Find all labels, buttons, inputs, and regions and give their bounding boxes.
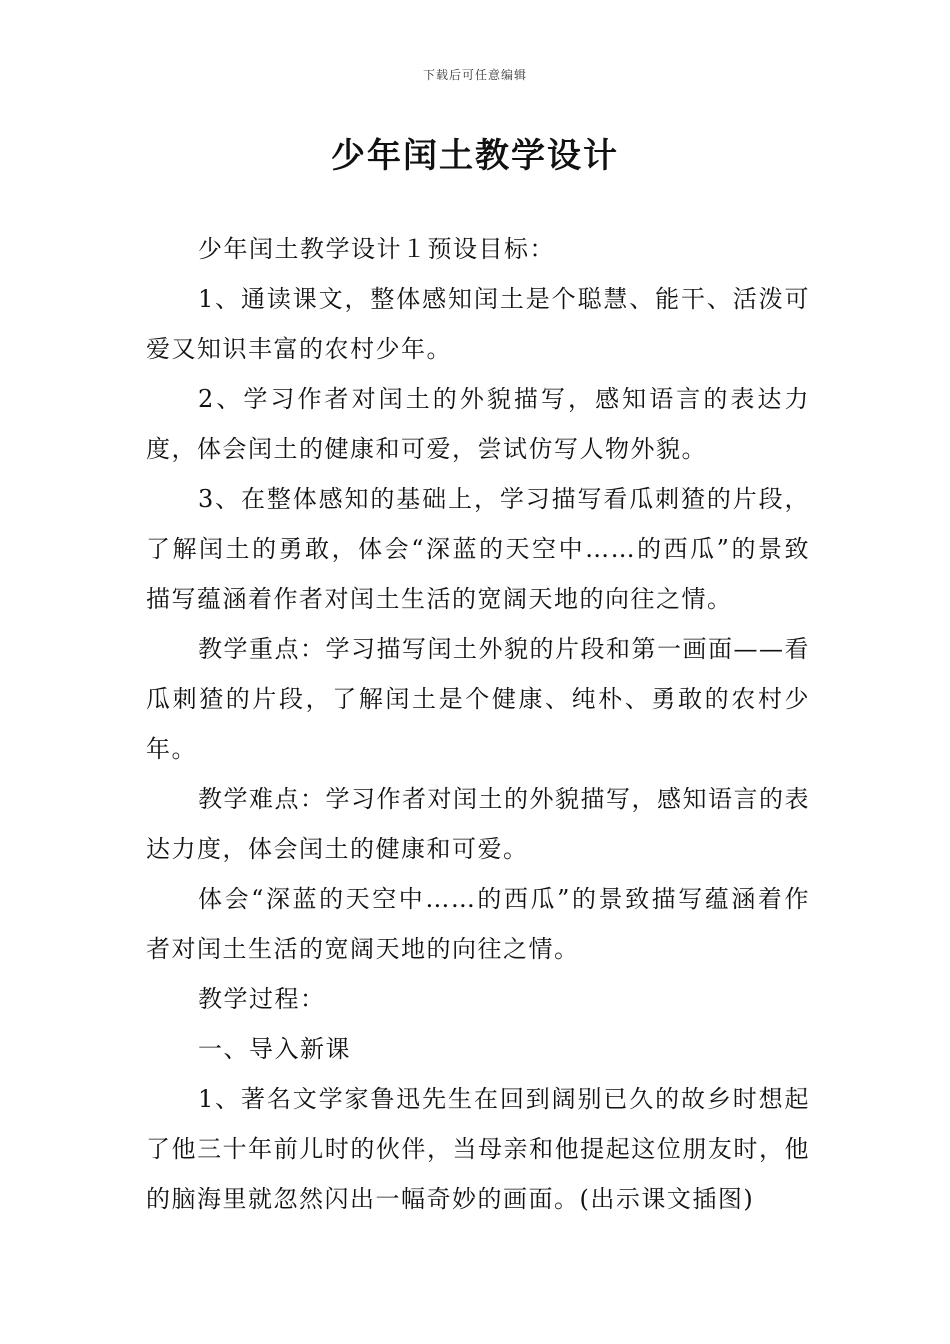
document-title: 少年闰土教学设计 bbox=[331, 136, 619, 176]
document-body bbox=[146, 224, 810, 1224]
paragraph-step-1: 1、著名文学家鲁迅先生在回到阔别已久的故乡时想起了他三十年前儿时的伙伴，当母亲和他提起这位朋友时，他的脑海里就忽然闪出一幅奇妙的画面。(出示课文插图) bbox=[146, 1085, 810, 1213]
paragraph-intro: 少年闰土教学设计１预设目标： bbox=[198, 235, 555, 263]
paragraph-process-heading: 教学过程： bbox=[198, 985, 326, 1013]
paragraph-goal-2: 2、学习作者对闰土的外貌描写，感知语言的表达力度，体会闰土的健康和可爱，尝试仿写人物外貌。 bbox=[146, 385, 810, 463]
header-note: 下载后可任意编辑 bbox=[422, 68, 527, 82]
paragraph-goal-3: 3、在整体感知的基础上，学习描写看瓜刺猹的片段，了解闰土的勇敢，体会“深蓝的天空中……的西瓜”的景致描写蕴涵着作者对闰土生活的宽阔天地的向往之情。 bbox=[146, 485, 810, 613]
paragraph-difficulties: 教学难点：学习作者对闰土的外貌描写，感知语言的表达力度，体会闰土的健康和可爱。 bbox=[146, 785, 810, 863]
paragraph-goal-1: 1、通读课文，整体感知闰土是个聪慧、能干、活泼可爱又知识丰富的农村少年。 bbox=[146, 285, 810, 363]
paragraph-key-points: 教学重点：学习描写闰土外貌的片段和第一画面——看瓜刺猹的片段，了解闰土是个健康、纯朴、勇敢的农村少年。 bbox=[146, 635, 810, 763]
paragraph-appreciation: 体会“深蓝的天空中……的西瓜”的景致描写蕴涵着作者对闰土生活的宽阔天地的向往之情。 bbox=[146, 885, 810, 963]
paragraph-section-heading: 一、导入新课 bbox=[198, 1035, 351, 1063]
